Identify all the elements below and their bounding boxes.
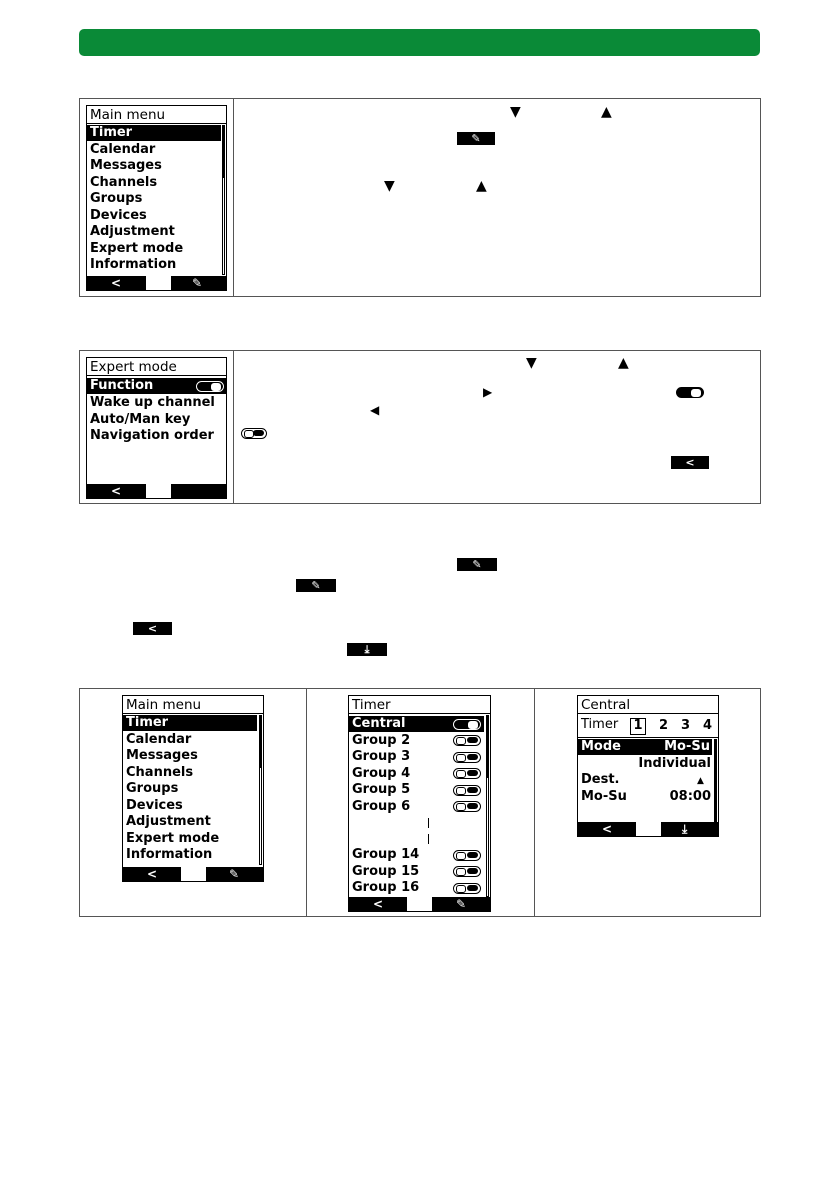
- lcd-main-menu: [122, 695, 264, 882]
- scroll-thumb[interactable]: [260, 716, 261, 768]
- menu-item-timer[interactable]: Timer: [123, 715, 257, 731]
- softkey-bar: [123, 867, 263, 881]
- timer-item-group-14[interactable]: Group 14: [352, 847, 420, 862]
- back-icon[interactable]: <: [111, 276, 122, 290]
- screens-box: [79, 688, 761, 917]
- timer-item-central[interactable]: Central: [349, 716, 484, 732]
- timer-1-tab[interactable]: 1: [630, 718, 646, 735]
- mode-label: Mode: [581, 739, 621, 754]
- day-label: Mo-Su: [581, 788, 627, 804]
- left-arrow-icon: ◀: [370, 403, 380, 417]
- mode-sub-value: Individual: [638, 755, 711, 771]
- softkey-bar: [87, 484, 226, 498]
- back-icon[interactable]: <: [111, 484, 122, 498]
- back-icon[interactable]: <: [602, 822, 613, 836]
- back-icon: <: [671, 456, 709, 469]
- time-value: 08:00: [669, 788, 711, 804]
- edit-icon: ✎: [457, 558, 497, 571]
- timer-label: Timer: [581, 717, 619, 732]
- menu-item-navigation-order[interactable]: Navigation order: [90, 428, 214, 443]
- group-14-toggle[interactable]: [453, 850, 481, 861]
- timer-item-group-16[interactable]: Group 16: [352, 880, 420, 895]
- back-icon: <: [133, 622, 172, 635]
- lcd-title: Timer: [349, 696, 490, 714]
- mode-row[interactable]: [578, 739, 712, 755]
- group-15-toggle[interactable]: [453, 866, 481, 877]
- up-arrow-icon: ▲: [601, 104, 612, 120]
- menu-item-messages[interactable]: Messages: [90, 158, 162, 173]
- instruction-box-2: [79, 350, 761, 504]
- group-6-toggle[interactable]: [453, 801, 481, 812]
- down-arrow-icon: ▼: [510, 104, 521, 120]
- lcd-expert-mode: [86, 357, 227, 499]
- timer-item-group-4[interactable]: Group 4: [352, 765, 411, 781]
- scrollbar[interactable]: [486, 715, 489, 897]
- timer-3-tab[interactable]: 3: [681, 718, 691, 733]
- scroll-thumb[interactable]: [223, 126, 224, 178]
- menu-item-channels[interactable]: Channels: [126, 764, 194, 780]
- group-16-toggle[interactable]: [453, 883, 481, 894]
- ellipsis-line: [428, 818, 429, 828]
- menu-item-calendar[interactable]: Calendar: [126, 731, 192, 747]
- lcd-title: Central: [578, 696, 718, 714]
- group-4-toggle[interactable]: [453, 768, 481, 779]
- dest-label[interactable]: Dest.: [581, 772, 620, 787]
- box-divider: [534, 689, 535, 916]
- down-arrow-icon: ▼: [526, 355, 537, 371]
- menu-item-information[interactable]: Information: [126, 847, 213, 862]
- back-icon[interactable]: <: [147, 867, 158, 881]
- down-arrow-icon: ▼: [384, 178, 395, 194]
- lcd-main-menu: [86, 105, 227, 291]
- up-arrow-icon: ▲: [618, 355, 629, 371]
- menu-item-timer[interactable]: Timer: [87, 125, 221, 141]
- menu-item-expert-mode[interactable]: Expert mode: [90, 240, 184, 256]
- menu-item-groups[interactable]: Groups: [90, 191, 143, 206]
- toggle-on-icon: [676, 387, 704, 398]
- menu-item-function[interactable]: Function: [87, 378, 226, 394]
- lcd-title: Main menu: [123, 696, 263, 714]
- menu-item-devices[interactable]: Devices: [126, 797, 183, 813]
- edit-icon[interactable]: ✎: [456, 897, 467, 911]
- menu-item-wake-up-channel[interactable]: Wake up channel: [90, 395, 215, 410]
- menu-item-expert-mode[interactable]: Expert mode: [126, 830, 220, 846]
- timer-item-group-15[interactable]: Group 15: [352, 863, 420, 879]
- lcd-central: [577, 695, 719, 837]
- back-icon[interactable]: <: [373, 897, 384, 911]
- scroll-thumb[interactable]: [487, 716, 488, 778]
- edit-icon: ✎: [457, 132, 495, 145]
- scrollbar[interactable]: [259, 715, 262, 865]
- toggle-off-icon: [241, 428, 267, 439]
- instruction-box-1: [79, 98, 761, 297]
- scrollbar[interactable]: [222, 125, 225, 275]
- lcd-timer: [348, 695, 491, 912]
- right-arrow-icon: ▶: [483, 385, 493, 399]
- menu-item-calendar[interactable]: Calendar: [90, 141, 156, 157]
- header-bar: [79, 29, 760, 56]
- menu-item-groups[interactable]: Groups: [126, 781, 179, 796]
- lcd-title: Main menu: [87, 106, 226, 124]
- edit-icon[interactable]: ✎: [229, 867, 240, 881]
- timer-item-group-3[interactable]: Group 3: [352, 749, 411, 764]
- box-divider: [233, 351, 234, 503]
- menu-item-channels[interactable]: Channels: [90, 174, 158, 190]
- mode-value: Mo-Su: [664, 739, 710, 754]
- softkey-bar: [349, 897, 490, 911]
- group-2-toggle[interactable]: [453, 735, 481, 746]
- box-divider: [306, 689, 307, 916]
- box-divider: [233, 99, 234, 296]
- menu-item-adjustment[interactable]: Adjustment: [90, 224, 175, 239]
- day-row[interactable]: [578, 789, 711, 805]
- group-3-toggle[interactable]: [453, 752, 481, 763]
- timer-item-group-5[interactable]: Group 5: [352, 782, 411, 797]
- save-icon[interactable]: ⤓: [682, 822, 688, 836]
- menu-item-adjustment[interactable]: Adjustment: [126, 814, 211, 829]
- up-arrow-icon: ▲: [476, 178, 487, 194]
- menu-item-messages[interactable]: Messages: [126, 748, 198, 763]
- group-5-toggle[interactable]: [453, 785, 481, 796]
- menu-item-devices[interactable]: Devices: [90, 207, 147, 223]
- edit-icon: ✎: [296, 579, 336, 592]
- softkey-bar: [87, 276, 226, 290]
- timer-2-tab[interactable]: 2: [659, 718, 669, 733]
- timer-item-group-2[interactable]: Group 2: [352, 732, 411, 748]
- menu-item-information[interactable]: Information: [90, 257, 177, 272]
- scrollbar[interactable]: [714, 739, 717, 823]
- up-arrow-icon: ▲: [697, 776, 704, 786]
- ellipsis-line: [428, 834, 429, 844]
- save-icon: ⤓: [347, 643, 387, 656]
- timer-item-group-6[interactable]: Group 6: [352, 798, 411, 814]
- function-toggle[interactable]: [196, 381, 224, 392]
- softkey-bar: [578, 822, 718, 836]
- menu-item-auto-man-key[interactable]: Auto/Man key: [90, 411, 191, 427]
- scroll-thumb[interactable]: [715, 740, 716, 824]
- central-toggle[interactable]: [453, 719, 481, 730]
- lcd-title: Expert mode: [87, 358, 226, 376]
- timer-4-tab[interactable]: 4: [703, 718, 713, 733]
- edit-icon[interactable]: ✎: [192, 276, 203, 290]
